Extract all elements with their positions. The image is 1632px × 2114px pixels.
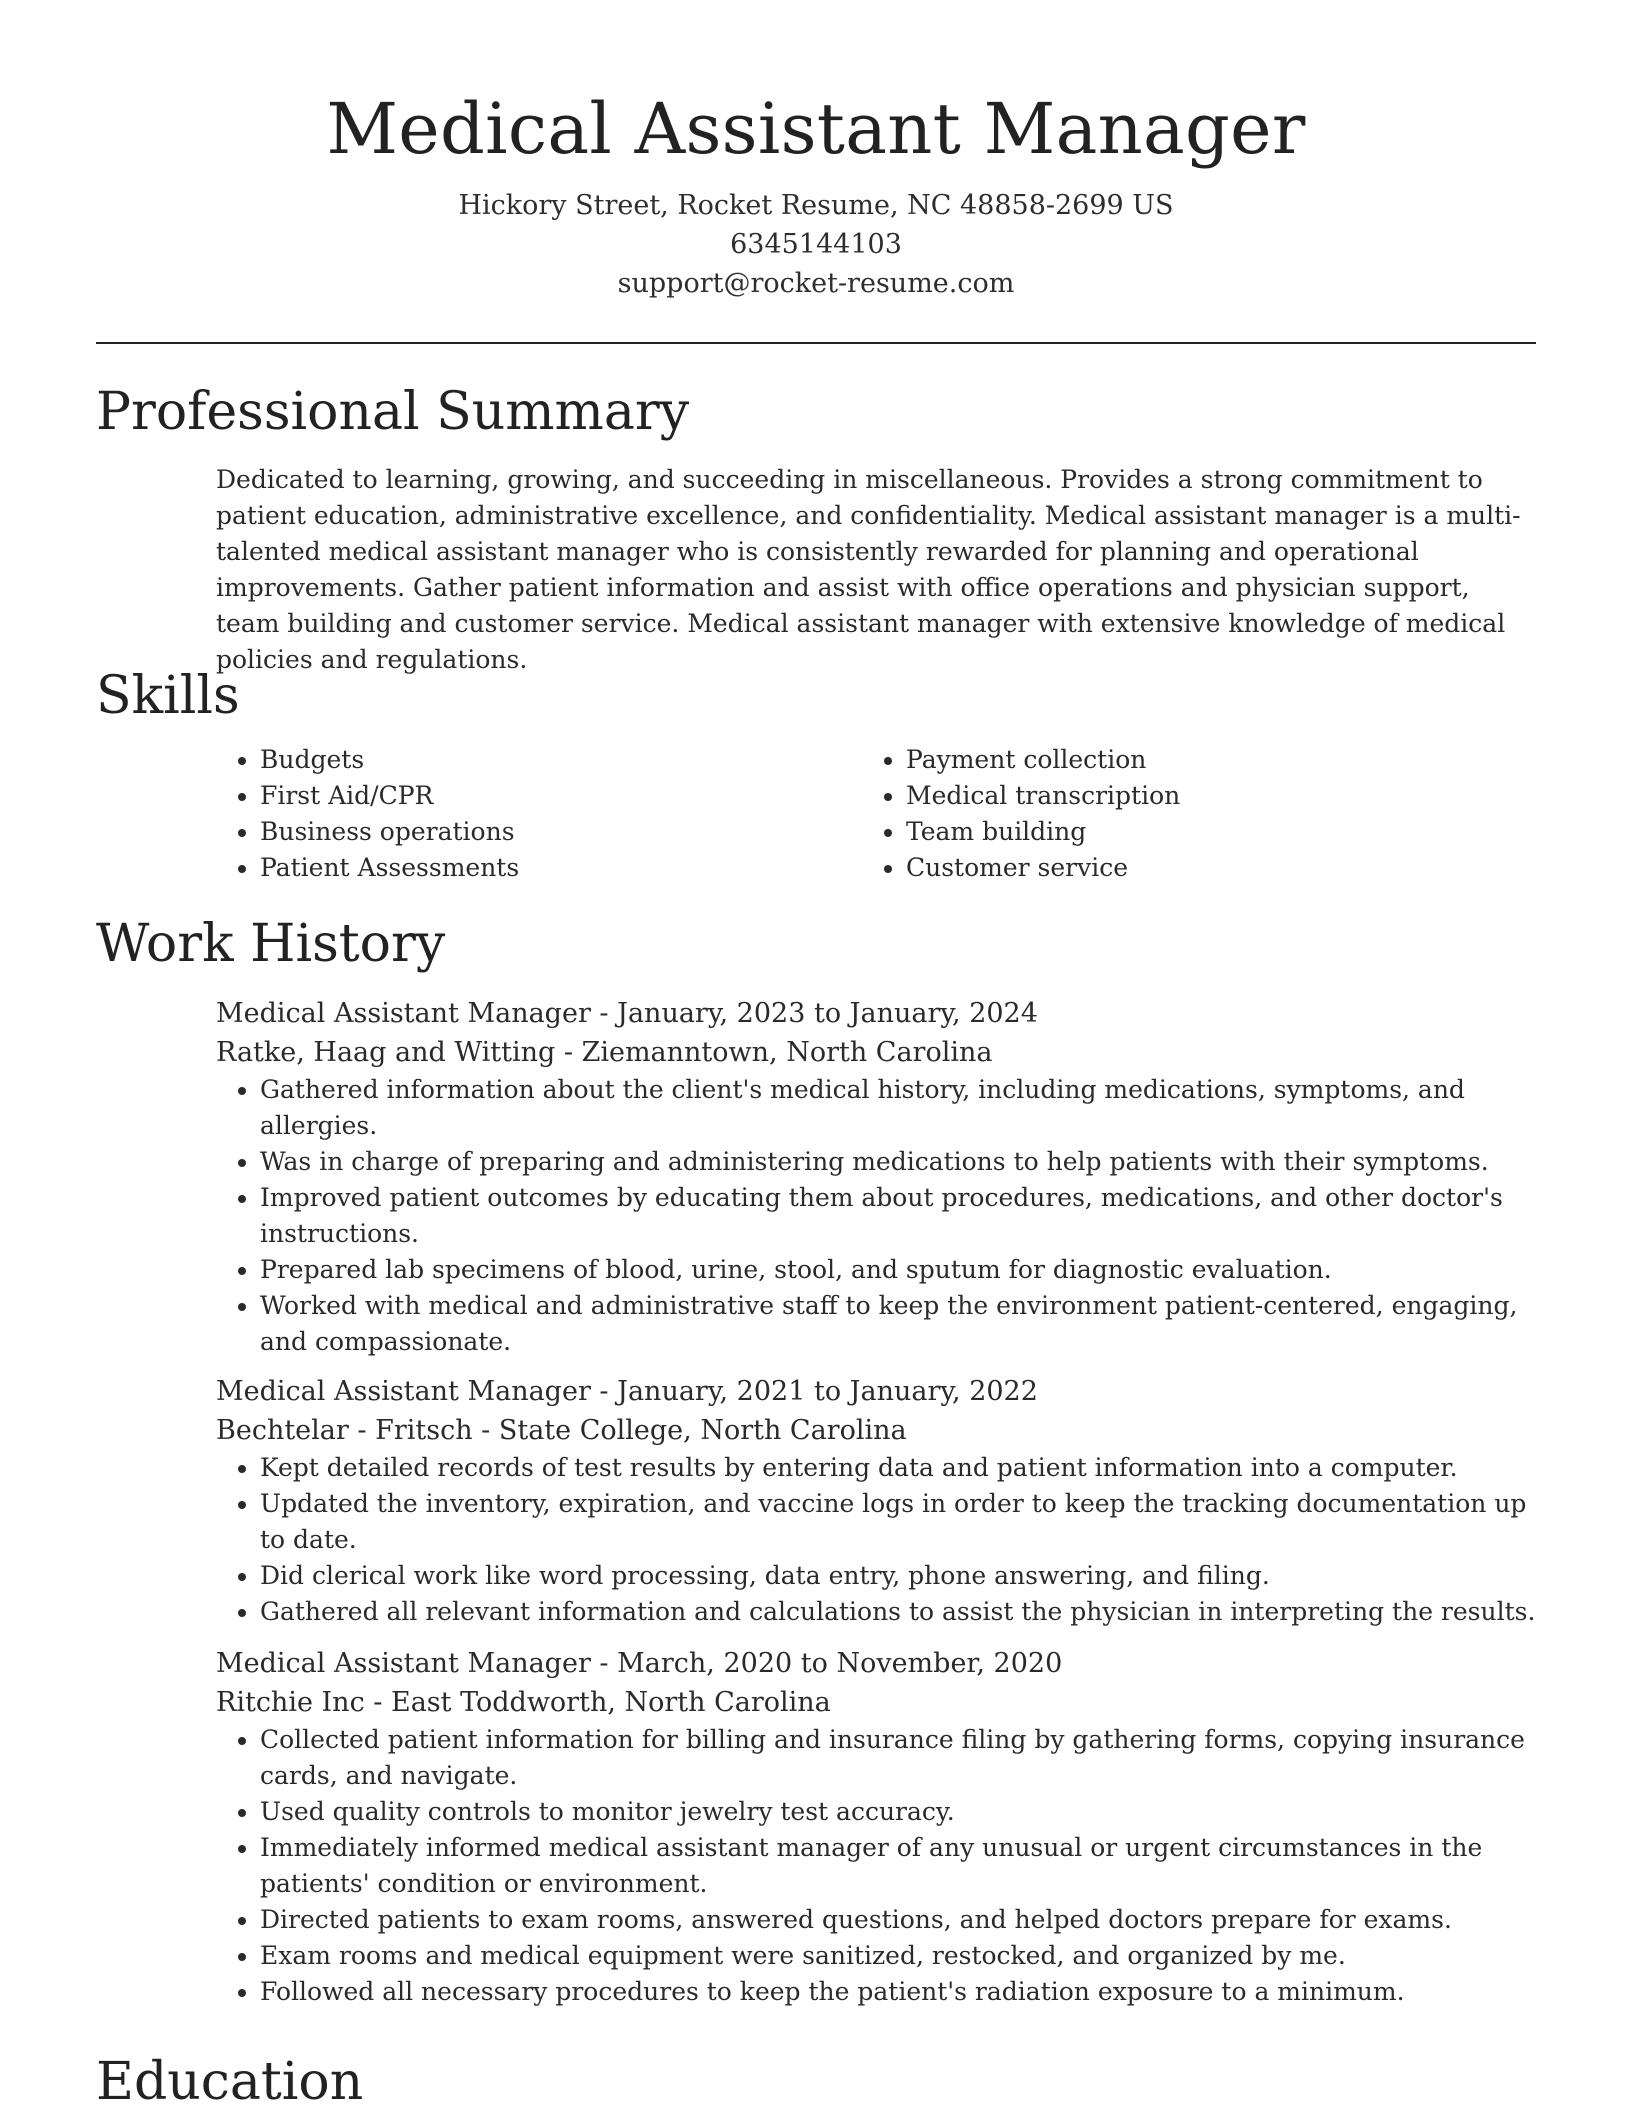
responsibility-item: • Did clerical work like word processing, data entry, phone answering, and filing. xyxy=(260,1558,1536,1594)
skill-item: • Patient Assessments xyxy=(260,850,816,886)
job-role-dates: Medical Assistant Manager - March, 2020 to November, 2020 xyxy=(216,1648,1063,1679)
responsibility-item: • Gathered all relevant information and calculations to assist the physician in interpreting the results. xyxy=(260,1594,1536,1630)
skill-item: • Customer service xyxy=(906,850,1462,886)
responsibility-item: • Followed all necessary procedures to keep the patient's radiation exposure to a minimum. xyxy=(260,1974,1536,2010)
responsibility-item: • Directed patients to exam rooms, answered questions, and helped doctors prepare for exams. xyxy=(260,1902,1536,1938)
candidate-name: Medical Assistant Manager xyxy=(326,88,1306,170)
job-company-location: Ritchie Inc - East Toddworth, North Carolina xyxy=(216,1687,831,1718)
skill-item: • Medical transcription xyxy=(906,778,1462,814)
job-entry xyxy=(216,1644,1536,2010)
job-responsibilities xyxy=(216,1450,1536,1630)
job-responsibilities xyxy=(216,1722,1536,2010)
responsibility-item: • Immediately informed medical assistant manager of any unusual or urgent circumstances in the patients' condition or environment. xyxy=(260,1830,1536,1902)
responsibility-item: • Used quality controls to monitor jewelry test accuracy. xyxy=(260,1794,1536,1830)
responsibility-item: • Kept detailed records of test results by entering data and patient information into a computer. xyxy=(260,1450,1536,1486)
responsibility-item: • Was in charge of preparing and administering medications to help patients with their symptoms. xyxy=(260,1144,1536,1180)
job-responsibilities xyxy=(216,1072,1536,1360)
skills-heading: Skills xyxy=(96,666,240,726)
skills-column-left xyxy=(216,742,816,886)
summary-section xyxy=(216,462,1536,678)
education-heading: Education xyxy=(96,2052,364,2112)
summary-text: Dedicated to learning, growing, and succeeding in miscellaneous. Provides a strong commitment to patient education, administrative excellence, and confidentiality. Medical assistant manager is a multi-talented medical assistant manager who is consistently rewarded for planning and operational improvements. Gather patient information and assist with office operations and physician support, team building and customer service. Medical assistant manager with extensive knowledge of medical policies and regulations. xyxy=(216,465,1521,674)
responsibility-item: • Collected patient information for billing and insurance filing by gathering forms, copying insurance cards, and navigate. xyxy=(260,1722,1536,1794)
skill-item: • Payment collection xyxy=(906,742,1462,778)
resume-header xyxy=(0,84,1632,303)
contact-phone: 6345144103 xyxy=(730,229,902,260)
responsibility-item: • Improved patient outcomes by educating them about procedures, medications, and other doctor's instructions. xyxy=(260,1180,1536,1252)
summary-heading: Professional Summary xyxy=(96,382,690,442)
responsibility-item: • Gathered information about the client's medical history, including medications, symptoms, and allergies. xyxy=(260,1072,1536,1144)
responsibility-item: • Worked with medical and administrative staff to keep the environment patient-centered, engaging, and compassionate. xyxy=(260,1288,1536,1360)
work-history-heading: Work History xyxy=(96,914,446,974)
job-company-location: Bechtelar - Fritsch - State College, North Carolina xyxy=(216,1415,907,1446)
job-company-location: Ratke, Haag and Witting - Ziemanntown, North Carolina xyxy=(216,1037,993,1068)
job-role-dates: Medical Assistant Manager - January, 2021 to January, 2022 xyxy=(216,1376,1038,1407)
responsibility-item: • Updated the inventory, expiration, and vaccine logs in order to keep the tracking documentation up to date. xyxy=(260,1486,1536,1558)
job-entry xyxy=(216,994,1536,1360)
skill-item: • Budgets xyxy=(260,742,816,778)
skill-item: • Business operations xyxy=(260,814,816,850)
header-divider xyxy=(96,342,1536,344)
contact-email[interactable]: support@rocket-resume.com xyxy=(617,268,1015,299)
skill-item: • Team building xyxy=(906,814,1462,850)
skills-column-right xyxy=(862,742,1462,886)
skills-section xyxy=(216,742,1536,892)
job-role-dates: Medical Assistant Manager - January, 2023 to January, 2024 xyxy=(216,998,1038,1029)
job-entry xyxy=(216,1372,1536,1630)
responsibility-item: • Prepared lab specimens of blood, urine, stool, and sputum for diagnostic evaluation. xyxy=(260,1252,1536,1288)
skill-item: • First Aid/CPR xyxy=(260,778,816,814)
responsibility-item: • Exam rooms and medical equipment were sanitized, restocked, and organized by me. xyxy=(260,1938,1536,1974)
contact-address: Hickory Street, Rocket Resume, NC 48858-2699 US xyxy=(458,190,1174,221)
